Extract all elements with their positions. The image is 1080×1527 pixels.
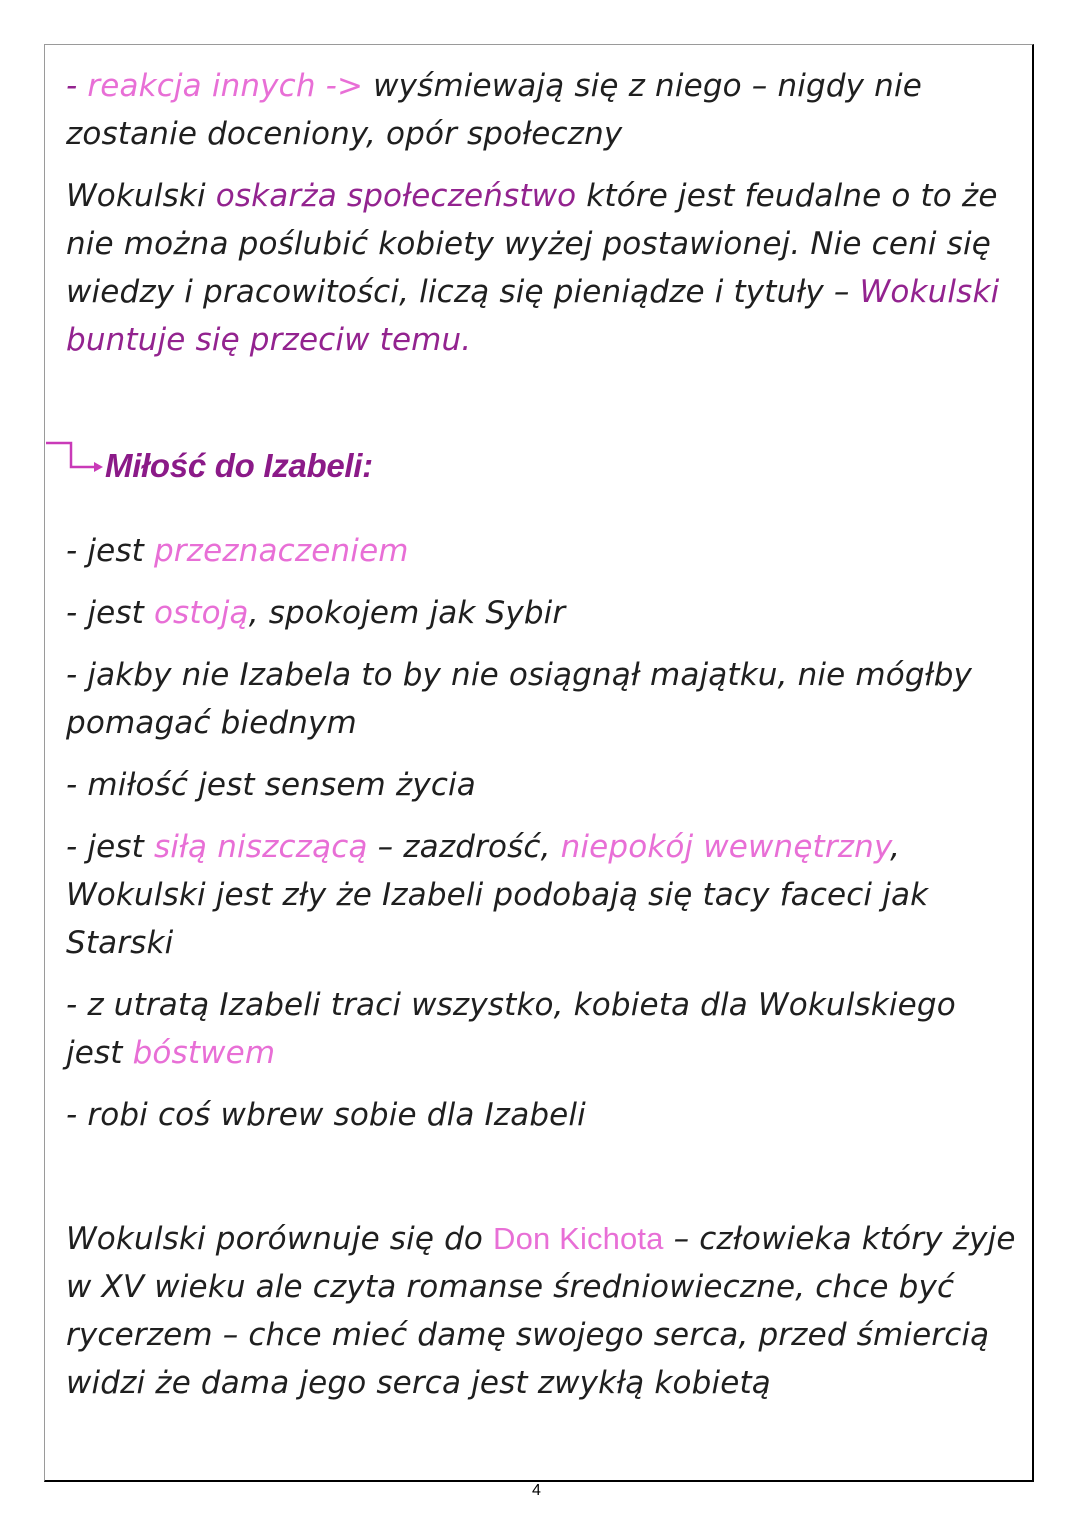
item-text: - jest (66, 533, 154, 569)
item-text: - jest (66, 595, 154, 631)
list-item (66, 761, 1016, 809)
list-item (66, 1091, 1016, 1139)
corner-arrow-icon (44, 440, 104, 492)
section-spacer (66, 1139, 1016, 1215)
section-heading (44, 440, 644, 492)
item-text: - jakby nie Izabela to by nie osiągnął majątku, nie mógłby pomagać biednym (66, 657, 973, 741)
item-highlight: ostoją (153, 595, 249, 631)
item-text: , Wokulski jest zły że Izabeli podobają się tacy faceci jak Starski (66, 829, 929, 961)
don-highlight: Don Kichota (493, 1221, 664, 1256)
item-text: - jest (66, 829, 154, 865)
heading-title: Miłość do Izabeli: (105, 447, 373, 484)
paragraph-reakcja (66, 62, 1016, 158)
page-number: 4 (532, 1482, 541, 1499)
list-item (66, 527, 1016, 575)
reakcja-highlight: reakcja innych -> (87, 68, 364, 104)
item-highlight: bóstwem (132, 1035, 276, 1071)
item-text: - robi coś wbrew sobie dla Izabeli (66, 1097, 586, 1133)
don-text: Wokulski porównuje się do (66, 1221, 494, 1257)
don-text: – człowieka który żyje w XV wieku ale czyta romanse średniowieczne, chce być rycerzem – chce mieć damę swojego serca, przed śmiercią widzi że dama jego serca jest zwykłą kobietą (66, 1221, 1016, 1401)
page-content (66, 62, 1016, 1407)
paragraph-don-kichot (66, 1215, 1016, 1407)
list-item (66, 589, 1016, 637)
item-text: - z utratą Izabeli traci wszystko, kobieta dla Wokulskiego jest (66, 987, 956, 1071)
oskarza-start: Wokulski (66, 178, 216, 214)
item-text: , spokojem jak Sybir (248, 595, 566, 631)
item-highlight: przeznaczeniem (153, 533, 409, 569)
oskarza-highlight: oskarża społeczeństwo (215, 178, 577, 214)
oskarza-middle: które jest feudalne o to że nie można poślubić kobiety wyżej postawionej. Nie ceni się wiedzy i pracowitości, liczą się pieniądze i tytuły – (66, 178, 998, 310)
list-item (66, 651, 1016, 747)
list-item (66, 981, 1016, 1077)
item-text: – zazdrość, (367, 829, 561, 865)
dash-text: - (66, 68, 88, 104)
reakcja-text: wyśmiewają się z niego – nigdy nie zostanie doceniony, opór społeczny (66, 68, 922, 152)
item-text: - miłość jest sensem życia (66, 767, 476, 803)
item-highlight: siłą niszczącą (153, 829, 368, 865)
list-item (66, 823, 1016, 967)
item-highlight: niepokój wewnętrzny (560, 829, 891, 865)
bunt-highlight: Wokulski buntuje się przeciw temu. (66, 274, 1000, 358)
paragraph-oskarza (66, 172, 1016, 364)
